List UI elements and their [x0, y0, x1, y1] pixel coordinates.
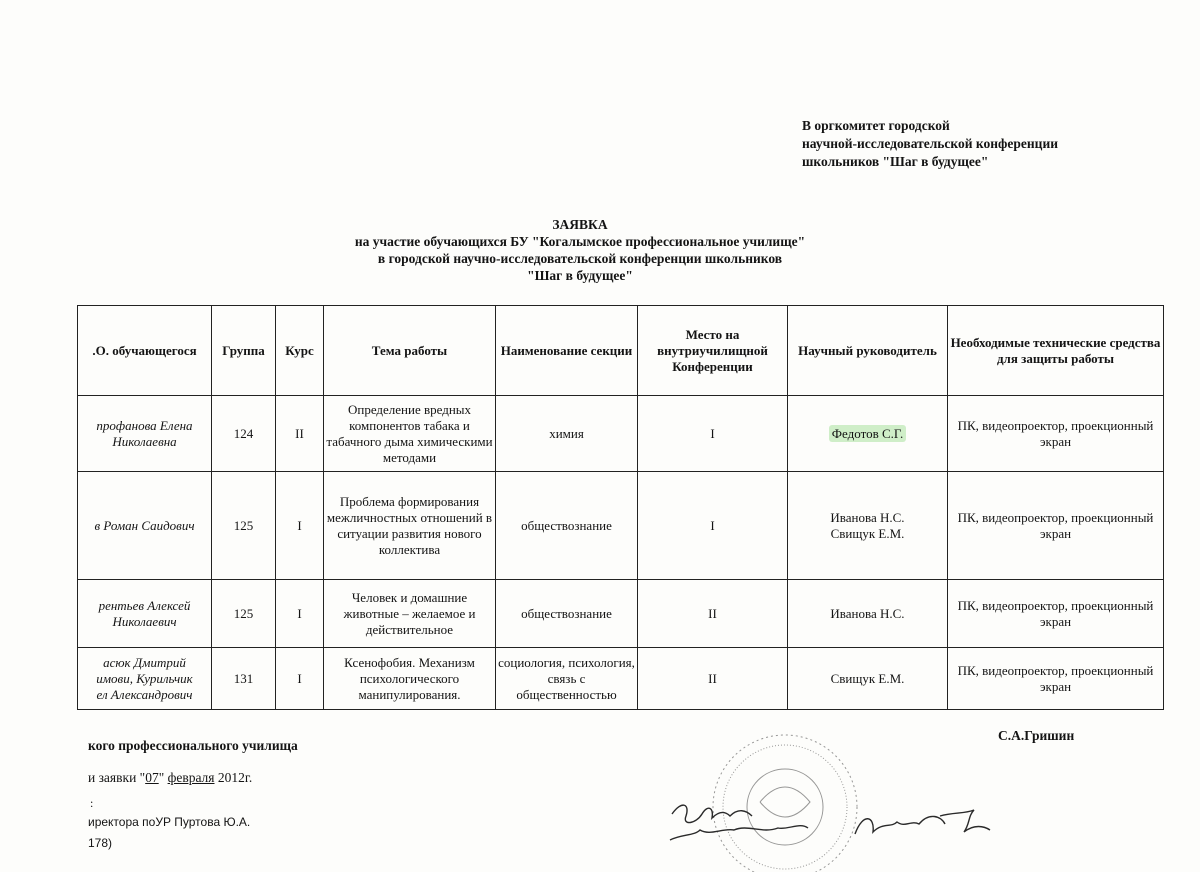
header-supervisor: Научный руководитель [788, 306, 948, 396]
cell-section: обществознание [496, 580, 638, 648]
executor-label: : [90, 796, 94, 810]
cell-equipment: ПК, видеопроектор, проекционный экран [948, 648, 1164, 710]
table-row [78, 472, 1164, 580]
document-title [230, 216, 930, 284]
header-group: Группа [212, 306, 276, 396]
cell-group: 131 [212, 648, 276, 710]
cell-place: I [638, 396, 788, 472]
title-line-3: в городской научно-исследовательской конференции школьников [377, 251, 783, 266]
seal-and-signature [640, 722, 1000, 872]
header-course: Курс [276, 306, 324, 396]
cell-place: II [638, 580, 788, 648]
highlighted-supervisor: Федотов С.Г. [829, 425, 906, 442]
cell-supervisor [788, 396, 948, 472]
application-date: и заявки "07" февраля 2012г. [88, 770, 253, 785]
addressee-line-2: научной-исследовательской конференции [802, 136, 1058, 151]
cell-topic: Проблема формирования межличностных отношений в ситуации развития нового коллектива [324, 472, 496, 580]
header-section: Наименование секции [496, 306, 638, 396]
title-line-2: на участие обучающихся БУ "Когалымское профессиональное училище" [354, 234, 806, 249]
header-topic: Тема работы [324, 306, 496, 396]
addressee-block [802, 117, 1058, 171]
cell-topic: Определение вредных компонентов табака и табачного дыма химическими методами [324, 396, 496, 472]
cell-course: I [276, 648, 324, 710]
date-year: 2012г. [217, 770, 253, 785]
cell-name: в Роман Саидович [78, 472, 212, 580]
cell-place: I [638, 472, 788, 580]
cell-topic: Ксенофобия. Механизм психологического манипулирования. [324, 648, 496, 710]
title-line-4: "Шаг в будущее" [527, 268, 633, 283]
table-row [78, 580, 1164, 648]
cell-equipment: ПК, видеопроектор, проекционный экран [948, 472, 1164, 580]
cell-equipment: ПК, видеопроектор, проекционный экран [948, 396, 1164, 472]
addressee-line-3: школьников "Шаг в будущее" [802, 154, 989, 169]
date-day: 07 [145, 770, 159, 785]
cell-section: химия [496, 396, 638, 472]
cell-name: асюк Дмитрий имови, Курильчик ел Александрович [78, 648, 212, 710]
table-header-row [78, 306, 1164, 396]
cell-name: рентьев Алексей Николаевич [78, 580, 212, 648]
date-month: февраля [167, 770, 215, 785]
cell-course: II [276, 396, 324, 472]
cell-course: I [276, 472, 324, 580]
cell-topic: Человек и домашние животные – желаемое и действительное [324, 580, 496, 648]
header-name: .О. обучающегося [78, 306, 212, 396]
participants-table [77, 305, 1164, 710]
table-row [78, 648, 1164, 710]
institution-line: кого профессионального училища [88, 738, 298, 753]
cell-group: 124 [212, 396, 276, 472]
cell-name: профанова Елена Николаевна [78, 396, 212, 472]
cell-section: обществознание [496, 472, 638, 580]
table-row [78, 396, 1164, 472]
addressee-line-1: В оргкомитет городской [802, 118, 950, 133]
cell-group: 125 [212, 472, 276, 580]
cell-section: социология, психология, связь с общественностью [496, 648, 638, 710]
header-equipment: Необходимые технические средства для защиты работы [948, 306, 1164, 396]
executor-line: иректора поУР Пуртова Ю.А. [88, 815, 251, 829]
cell-group: 125 [212, 580, 276, 648]
header-place: Место на внутриучилищной Конференции [638, 306, 788, 396]
cell-supervisor: Иванова Н.С. [788, 580, 948, 648]
cell-place: II [638, 648, 788, 710]
cell-course: I [276, 580, 324, 648]
phone-line: 178) [88, 836, 113, 850]
title-line-1: ЗАЯВКА [552, 217, 608, 232]
cell-equipment: ПК, видеопроектор, проекционный экран [948, 580, 1164, 648]
cell-supervisor: Иванова Н.С. Свищук Е.М. [788, 472, 948, 580]
signatory-name: С.А.Гришин [998, 728, 1075, 743]
cell-supervisor: Свищук Е.М. [788, 648, 948, 710]
